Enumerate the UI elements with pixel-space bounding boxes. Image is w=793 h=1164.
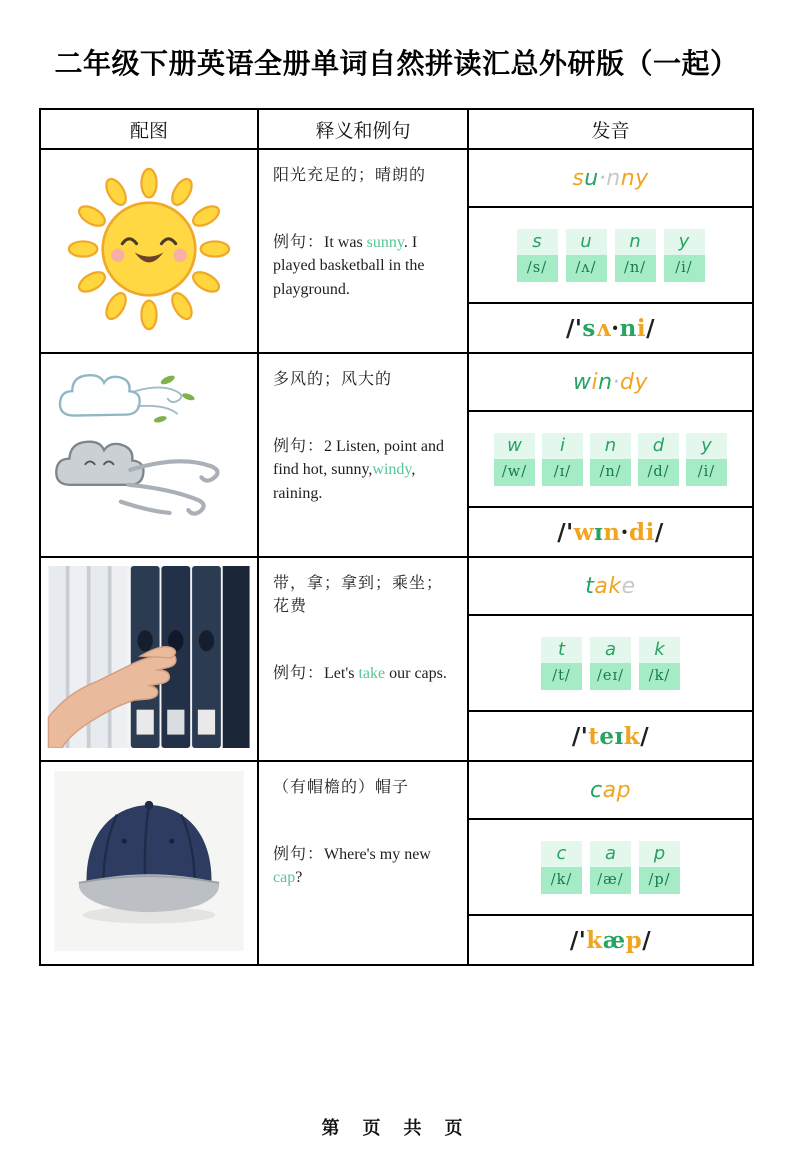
- syllable-letter: t: [585, 573, 595, 599]
- syllable-letter: p: [616, 777, 632, 803]
- phonics-tile: [638, 433, 679, 486]
- example-sentence: [273, 435, 459, 505]
- pronunciation-cell-take: [468, 557, 753, 761]
- tile-phoneme: /æ/: [590, 867, 631, 894]
- syllable-letter: a: [602, 777, 617, 803]
- phonics-tiles: [469, 208, 752, 304]
- leaves: [153, 373, 195, 423]
- tile-phoneme: /t/: [541, 663, 582, 690]
- ipa-segment: n: [603, 518, 621, 546]
- example-text: cap: [273, 869, 296, 887]
- example-text: Where's my new: [324, 846, 431, 864]
- phonics-tile: [686, 433, 727, 486]
- phonics-tile: [664, 229, 705, 282]
- tile-phoneme: /n/: [615, 255, 656, 282]
- phonics-tile: [541, 637, 582, 690]
- phonics-tile: [590, 433, 631, 486]
- table-row-cap: [40, 761, 753, 965]
- example-label: 例句：: [273, 234, 325, 252]
- example-label: 例句：: [273, 438, 325, 456]
- syllable-letter: y: [635, 165, 649, 191]
- pronunciation-cell-cap: [468, 761, 753, 965]
- example-sentence: [273, 231, 459, 301]
- ipa-segment: /: [642, 926, 652, 954]
- tile-letter: a: [590, 841, 631, 867]
- syllable-word: [469, 762, 752, 820]
- illustration-cell-cap: [40, 761, 258, 965]
- meaning-cell-sunny: [258, 149, 468, 353]
- phonics-tile: [494, 433, 535, 486]
- ipa-segment: /: [654, 518, 664, 546]
- syllable-letter: s: [572, 165, 585, 191]
- tile-letter: s: [517, 229, 558, 255]
- word-meaning: 阳光充足的；晴朗的: [273, 167, 427, 184]
- example-text: Let's: [324, 665, 359, 683]
- pronunciation-cell-windy: [468, 353, 753, 557]
- tile-letter: u: [566, 229, 607, 255]
- syllable-letter: n: [620, 165, 636, 191]
- phonics-tile: [517, 229, 558, 282]
- example-text: ?: [295, 869, 303, 887]
- col-header-meaning: 释义和例句: [258, 109, 468, 149]
- phonics-tile: [639, 841, 680, 894]
- ipa-segment: /: [646, 314, 656, 342]
- tile-phoneme: /d/: [638, 459, 679, 486]
- ipa-segment: i: [636, 314, 647, 342]
- ipa-segment: æ: [602, 926, 626, 954]
- ipa-segment: /': [565, 314, 583, 342]
- syllable-letter: c: [589, 777, 603, 803]
- phonics-tile: [541, 841, 582, 894]
- ipa-segment: eɪ: [599, 722, 624, 750]
- sun-cartoon-image: [56, 160, 242, 338]
- example-text: It was: [324, 234, 367, 252]
- ipa-segment: k: [586, 926, 603, 954]
- example-sentence: [273, 662, 459, 685]
- ipa-segment: ·: [611, 314, 620, 342]
- phonics-tiles: [469, 820, 752, 916]
- example-label: 例句：: [273, 665, 325, 683]
- hand-taking-file-image: [46, 566, 252, 748]
- table-row-take: [40, 557, 753, 761]
- page-footer: 第 页 共 页: [321, 1118, 472, 1138]
- syllable-letter: ·: [612, 369, 621, 395]
- syllable-letter: ·: [598, 165, 607, 191]
- col-header-image: 配图: [40, 109, 258, 149]
- tile-letter: n: [590, 433, 631, 459]
- page-title: 二年级下册英语全册单词自然拼读汇总外研版（一起）: [54, 48, 739, 79]
- ipa-segment: p: [625, 926, 643, 954]
- ipa-segment: i: [645, 518, 655, 546]
- phonics-tiles: [469, 616, 752, 712]
- gray-cloud: [56, 441, 143, 484]
- syllable-letter: a: [594, 573, 609, 599]
- tile-phoneme: /ʌ/: [566, 255, 607, 282]
- syllable-word: [469, 354, 752, 412]
- col-header-pronunciation: 发音: [468, 109, 753, 149]
- ipa-segment: /': [569, 926, 587, 954]
- ipa-pronunciation: [469, 508, 752, 556]
- tile-letter: y: [664, 229, 705, 255]
- ipa-pronunciation: [469, 712, 752, 760]
- baseball-cap-image: [54, 771, 244, 951]
- example-text: take: [358, 665, 386, 683]
- word-meaning: 带，拿；拿到；乘坐；花费: [273, 575, 444, 616]
- example-text: , raining.: [273, 461, 416, 502]
- word-meaning: （有帽檐的）帽子: [273, 779, 410, 796]
- phonics-tile: [590, 637, 631, 690]
- ipa-segment: t: [588, 722, 600, 750]
- ipa-segment: ɪ: [594, 518, 604, 546]
- worksheet-page: [0, 42, 793, 1138]
- ipa-segment: /': [571, 722, 589, 750]
- tile-phoneme: /k/: [639, 663, 680, 690]
- tile-phoneme: /eɪ/: [590, 663, 631, 690]
- ipa-segment: k: [623, 722, 641, 750]
- windy-clouds-image: [46, 359, 252, 547]
- tile-phoneme: /i/: [686, 459, 727, 486]
- table-header-row: [40, 109, 753, 149]
- phonics-tile: [615, 229, 656, 282]
- table-body: [40, 149, 753, 965]
- ipa-pronunciation: [469, 916, 752, 964]
- tile-letter: a: [590, 637, 631, 663]
- tile-phoneme: /k/: [541, 867, 582, 894]
- example-label: 例句：: [273, 846, 325, 864]
- tile-letter: w: [494, 433, 535, 459]
- ipa-segment: /: [640, 722, 650, 750]
- syllable-letter: d: [620, 369, 635, 395]
- syllable-letter: e: [621, 573, 636, 599]
- ipa-pronunciation: [469, 304, 752, 352]
- vocab-table: [39, 108, 754, 966]
- ipa-segment: /': [557, 518, 574, 546]
- tile-letter: p: [639, 841, 680, 867]
- tile-phoneme: /ɪ/: [542, 459, 583, 486]
- tile-phoneme: /n/: [590, 459, 631, 486]
- phonics-tile: [639, 637, 680, 690]
- tile-letter: d: [638, 433, 679, 459]
- tile-phoneme: /i/: [664, 255, 705, 282]
- word-meaning: 多风的；风大的: [273, 371, 393, 388]
- tile-letter: k: [639, 637, 680, 663]
- tile-phoneme: /s/: [517, 255, 558, 282]
- tile-phoneme: /p/: [639, 867, 680, 894]
- meaning-cell-windy: [258, 353, 468, 557]
- phonics-tile: [566, 229, 607, 282]
- syllable-letter: w: [572, 369, 592, 395]
- table-row-sunny: [40, 149, 753, 353]
- syllable-word: [469, 150, 752, 208]
- meaning-cell-cap: [258, 761, 468, 965]
- example-text: 2 Listen, point and find hot, sunny,: [273, 438, 444, 479]
- syllable-letter: k: [608, 573, 622, 599]
- example-text: our caps.: [385, 665, 447, 683]
- phonics-tiles: [469, 412, 752, 508]
- tile-letter: y: [686, 433, 727, 459]
- syllable-word: [469, 558, 752, 616]
- example-text: sunny: [366, 234, 404, 252]
- tile-phoneme: /w/: [494, 459, 535, 486]
- ipa-segment: d: [629, 518, 646, 546]
- syllable-letter: i: [591, 369, 599, 395]
- illustration-cell-windy: [40, 353, 258, 557]
- pronunciation-cell-sunny: [468, 149, 753, 353]
- ipa-segment: w: [573, 518, 594, 546]
- ipa-segment: ·: [620, 518, 629, 546]
- table-row-windy: [40, 353, 753, 557]
- ipa-segment: n: [619, 314, 637, 342]
- white-cloud: [60, 375, 140, 415]
- ipa-segment: ʌ: [595, 314, 612, 342]
- ipa-segment: s: [582, 314, 596, 342]
- illustration-cell-sunny: [40, 149, 258, 353]
- tile-letter: t: [541, 637, 582, 663]
- phonics-tile: [590, 841, 631, 894]
- meaning-cell-take: [258, 557, 468, 761]
- syllable-letter: y: [634, 369, 649, 395]
- example-text: . I played basketball in the playground.: [273, 234, 425, 298]
- phonics-tile: [542, 433, 583, 486]
- wind-swirls: [121, 461, 218, 513]
- syllable-letter: n: [598, 369, 613, 395]
- example-sentence: [273, 843, 459, 889]
- syllable-letter: u: [584, 165, 599, 191]
- tile-letter: n: [615, 229, 656, 255]
- tile-letter: c: [541, 841, 582, 867]
- tile-letter: i: [542, 433, 583, 459]
- syllable-letter: n: [606, 165, 621, 191]
- illustration-cell-take: [40, 557, 258, 761]
- example-text: windy: [372, 461, 412, 479]
